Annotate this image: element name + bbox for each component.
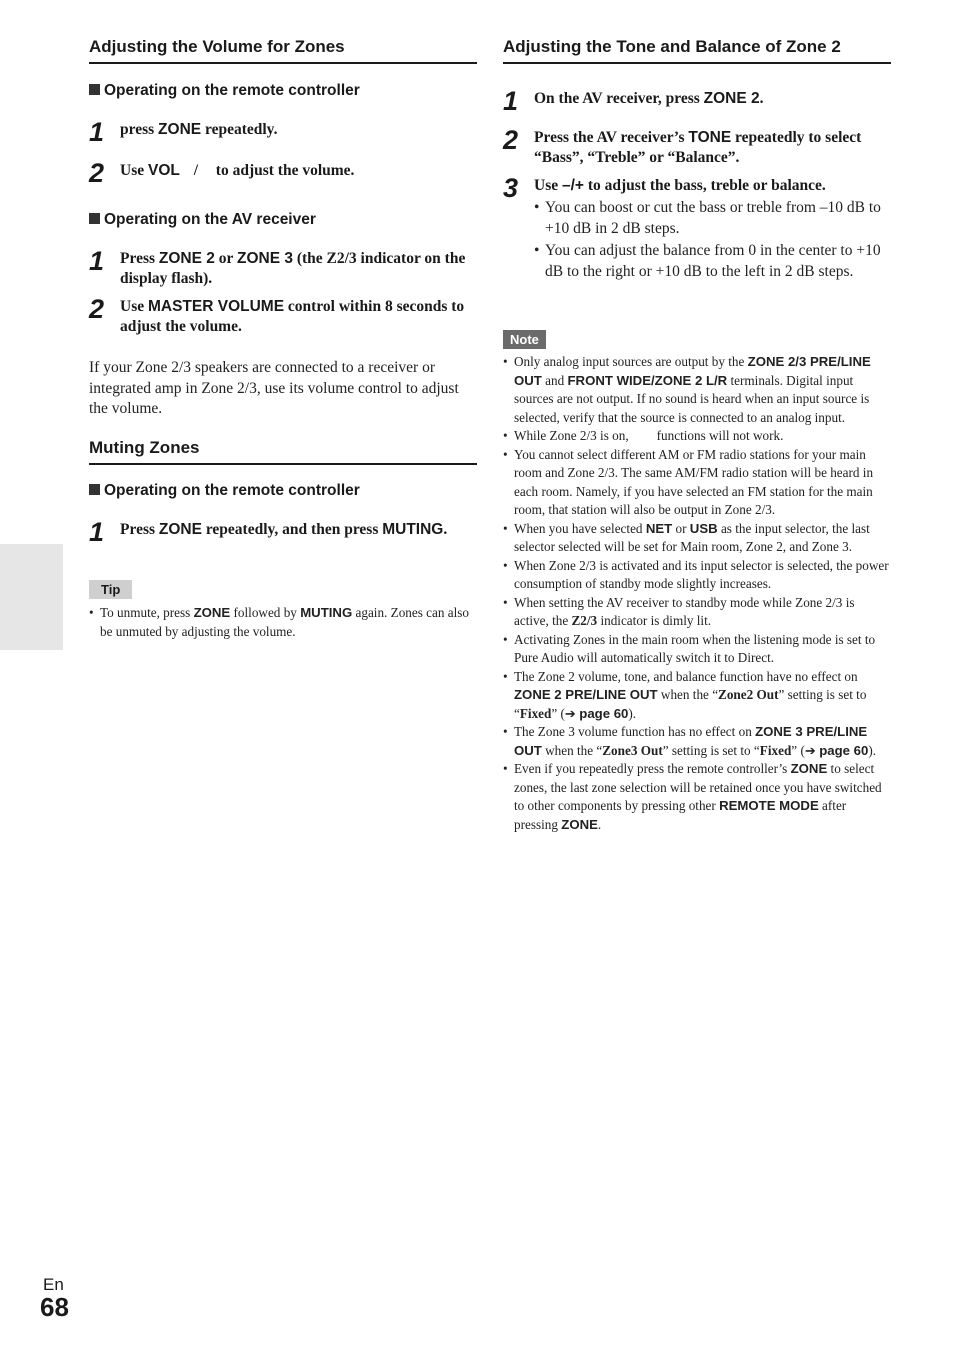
tip-badge: Tip: [89, 580, 132, 599]
remote-subheading: Operating on the remote controller: [89, 82, 477, 100]
note-item: • When you have selected NET or USB as the input selector, the last selector selected will be set for Main room, Zone 2, and Zone 3.: [503, 520, 870, 554]
tone-bullet-2: • You can adjust the balance from 0 in the center to +10 dB to the right or +10 dB to the left in 2 dB steps.: [534, 242, 881, 280]
note-item: • When setting the AV receiver to standby mode while Zone 2/3 is active, the Z2/3 indicator is dimly lit.: [503, 594, 855, 628]
page-link[interactable]: page 60: [579, 705, 629, 721]
arrow-icon: ➔: [804, 742, 816, 758]
note-item: • The Zone 2 volume, tone, and balance function have no effect on ZONE 2 PRE/LINE OUT when the “Zone2 Out” setting is set to “Fixed” (➔ page 60).: [503, 668, 867, 721]
note-list: [503, 353, 891, 834]
muting-heading: Muting Zones: [89, 438, 477, 465]
note-item: • Only analog input sources are output by the ZONE 2/3 PRE/LINE OUT and FRONT WIDE/ZONE 2 L/R terminals. Digital input sources are not output. If no sound is heard when an input source is selected, verify that the source is connected to an analog input.: [503, 354, 871, 425]
page-link[interactable]: page 60: [819, 742, 869, 758]
mute-remote-subheading: Operating on the remote controller: [89, 482, 477, 500]
tip-list: [89, 604, 477, 641]
volume-paragraph: If your Zone 2/3 speakers are connected to a receiver or integrated amp in Zone 2/3, use its volume control to adjust the volume.: [89, 359, 459, 417]
section-tab: [0, 544, 63, 650]
note-item: • While Zone 2/3 is on, functions will not work.: [503, 428, 784, 443]
language-label: En: [43, 1275, 64, 1294]
volume-heading: Adjusting the Volume for Zones: [89, 37, 477, 64]
note-badge: Note: [503, 330, 546, 349]
arrow-icon: ➔: [564, 705, 576, 721]
tip-item: • To unmute, press ZONE followed by MUTING again. Zones can also be unmuted by adjusting the volume.: [89, 605, 470, 639]
receiver-subheading: Operating on the AV receiver: [89, 211, 477, 229]
note-item: • When Zone 2/3 is activated and its input selector is selected, the power consumption of standby mode slightly increases.: [503, 557, 889, 591]
note-item: • The Zone 3 volume function has no effect on ZONE 3 PRE/LINE OUT when the “Zone3 Out” setting is set to “Fixed” (➔ page 60).: [503, 724, 877, 758]
note-item: • You cannot select different AM or FM radio stations for your main room and Zone 2/3. The same AM/FM radio station will be heard in each room. Namely, if you have selected an FM station for the main room, that station will also be output in Zone 2/3.: [503, 446, 874, 517]
note-item: • Activating Zones in the main room when the listening mode is set to Pure Audio will automatically switch it to Direct.: [503, 631, 876, 665]
page-number: 68: [40, 1292, 69, 1322]
tone-bullet-1: • You can boost or cut the bass or treble from –10 dB to +10 dB in 2 dB steps.: [534, 199, 881, 237]
note-item: • Even if you repeatedly press the remote controller’s ZONE to select zones, the last zone selection will be retained once you have switched to other components by pressing other REMOTE MODE after pressing ZONE.: [503, 761, 882, 832]
tone-heading: Adjusting the Tone and Balance of Zone 2: [503, 37, 891, 64]
